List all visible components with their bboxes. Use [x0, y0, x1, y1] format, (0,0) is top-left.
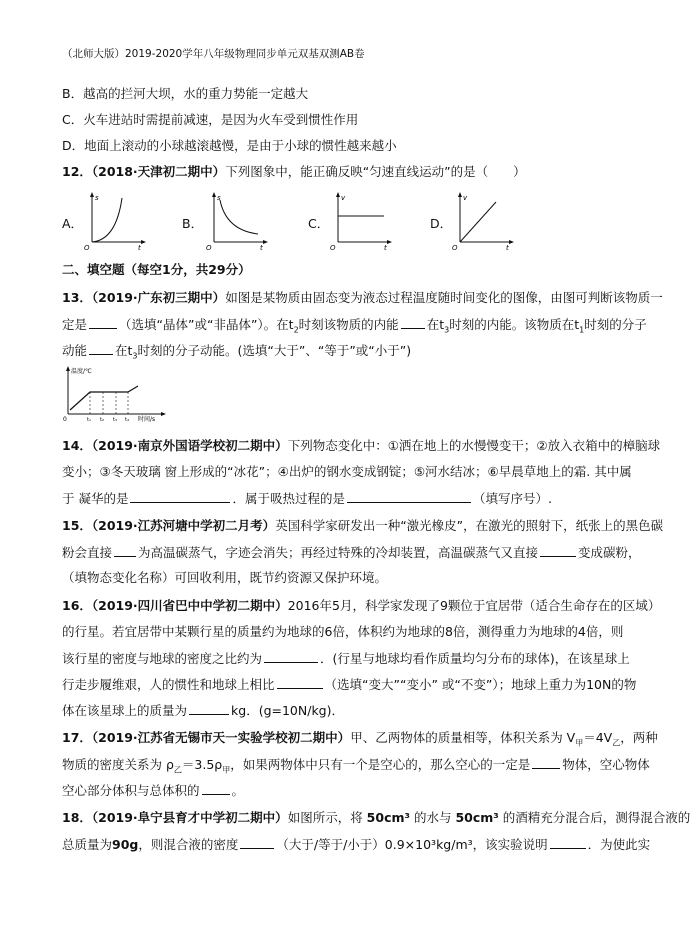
- q16-line5: [62, 702, 344, 719]
- q15-blank-1[interactable]: [114, 544, 136, 557]
- q16-blank-1[interactable]: [264, 650, 318, 663]
- q12-graph-b-ylabel: s: [217, 194, 221, 202]
- q17-text1c: ，两种: [620, 730, 658, 745]
- q16-blank-3[interactable]: [189, 702, 229, 715]
- q18-line1: [62, 810, 690, 826]
- q18-text1c: 的水与: [409, 810, 456, 825]
- q14-text3b: ．属于吸热过程的是: [232, 491, 345, 506]
- q17-text3b: 。: [231, 783, 245, 798]
- q17-text1b: ＝4V: [583, 730, 613, 745]
- q13-graph-tick-2: t₂: [100, 417, 104, 423]
- question-12: [62, 164, 526, 180]
- q12-graph-a-ylabel: s: [95, 194, 99, 202]
- q18-text2c: ，则混合液的密度: [138, 837, 239, 852]
- q13-text2d: 在t: [426, 317, 445, 332]
- q13-blank-2[interactable]: [401, 316, 425, 329]
- q15-text1: 英国科学家研发出一种“激光橡皮”，在激光的照射下，纸张上的黑色碳: [275, 518, 664, 533]
- q14-text3c: （填写序号）.: [473, 491, 552, 506]
- option-d: D．地面上滚动的小球越滚越慢，是由于小球的惯性越来越小: [62, 138, 397, 153]
- q13-text2c: 时刻该物质的内能: [298, 317, 399, 332]
- q13-sub-t2: 2: [293, 325, 299, 335]
- q12-option-c-label: C．: [308, 216, 330, 231]
- q13-graph-tick-1: t₁: [87, 417, 91, 423]
- q13-line1: [62, 290, 663, 306]
- q16-line1: [62, 598, 660, 614]
- q14-line2: 变小；③冬天玻璃 窗上形成的“冰花”；④出炉的钢水变成钢锭；⑤河水结冰；⑥早晨草地上的霜. 其中属: [62, 464, 632, 479]
- q13-graph-ylabel: 温度/℃: [71, 368, 92, 375]
- q12-graph-c: [328, 190, 394, 250]
- q13-text3c: 时刻的分子动能。(选填“大于”、“等于”或“小于”): [137, 343, 412, 358]
- q14-source: 14．（2019·南京外国语学校初二期中）: [62, 438, 288, 453]
- q13-graph-tick-3: t₃: [113, 417, 117, 423]
- q16-source: 16．（2019·四川省巴中中学初二期中）: [62, 598, 288, 613]
- q13-source: 13．（2019·广东初三期中）: [62, 290, 226, 305]
- option-c: C．火车进站时需提前减速，是因为火车受到惯性作用: [62, 112, 359, 127]
- q13-graph-tick-4: t₄: [125, 417, 129, 423]
- q13-sub-t3b: 3: [132, 351, 138, 361]
- q16-text4a: 行走步履维艰，人的惯性和地球上相比: [62, 677, 275, 692]
- q18-text2a: 总质量为: [62, 837, 113, 852]
- q17-text2a: 物质的密度关系为 ρ: [62, 757, 174, 772]
- q18-source: 18．（2019·阜宁县育才中学初二期中）: [62, 810, 288, 825]
- q16-text4b: （选填“变大”“变小” 或“不变”）；地球上重力为10N的物: [324, 677, 637, 692]
- q18-text2b: 90g: [112, 837, 139, 852]
- q15-text2c: 变成碳粉，: [578, 545, 641, 560]
- q12-graph-b: [204, 190, 270, 250]
- q18-blank-2[interactable]: [550, 836, 586, 849]
- q16-text5b: kg．(g=10N/kg)．: [231, 703, 344, 718]
- q16-line3: [62, 650, 630, 667]
- q12-option-b-label: B．: [182, 216, 204, 231]
- q14-text1: 下列物态变化中：①洒在地上的水慢慢变干；②放入衣箱中的樟脑球: [287, 438, 661, 453]
- q14-blank-2[interactable]: [347, 490, 471, 503]
- q13-text2a: 定是: [62, 317, 88, 332]
- q15-blank-2[interactable]: [540, 544, 576, 557]
- q16-text1: 2016年5月，科学家发现了9颗位于宜居带（适合生命存在的区域）: [287, 598, 661, 613]
- q14-line3: [62, 490, 552, 507]
- q12-option-d-label: D．: [430, 216, 453, 231]
- q15-text2b: 为高温碳蒸气，字迹会消失；再经过特殊的冷却装置，高温碳蒸气又直接: [138, 545, 539, 560]
- q12-graph-d-ylabel: v: [463, 194, 468, 202]
- q15-text2a: 粉会直接: [62, 545, 113, 560]
- q13-sub-t3: 3: [444, 325, 450, 335]
- q15-line2: [62, 544, 641, 561]
- q14-blank-1[interactable]: [130, 490, 230, 503]
- q14-line1: [62, 438, 660, 454]
- q17-text1a: 甲、乙两物体的质量相等，体积关系为 V: [350, 730, 576, 745]
- q12-source: 12．（2018·天津初二期中）: [62, 164, 226, 179]
- q13-graph-xlabel: 时间/s: [138, 416, 156, 423]
- q13-line3: [62, 342, 411, 365]
- q17-sub1: 甲: [575, 738, 584, 748]
- q18-text1b: 50cm³: [366, 810, 410, 825]
- q12-graph-c-ylabel: v: [341, 194, 346, 202]
- q12-text: 下列图象中，能正确反映“匀速直线运动”的是（ ）: [225, 164, 526, 179]
- q13-text1: 如图是某物质由固态变为液态过程温度随时间变化的图像，由图可判断该物质一: [225, 290, 663, 305]
- q13-text3a: 动能: [62, 343, 88, 358]
- q17-blank-2[interactable]: [202, 782, 230, 795]
- q16-line2: 的行星。若宜居带中某颗行星的质量约为地球的6倍，体积约为地球的8倍，测得重力为地球的4倍，则: [62, 624, 624, 639]
- q13-graph-origin: 0: [63, 416, 67, 423]
- q14-text3a: 于 凝华的是: [62, 491, 129, 506]
- q17-line1: [62, 730, 658, 752]
- q18-text2e: ．为使此实: [587, 837, 651, 852]
- q13-graph: [60, 364, 170, 422]
- q12-graph-b-xlabel: t: [260, 244, 263, 252]
- q13-text2e: 时刻的内能。该物质在t: [449, 317, 580, 332]
- q15-line3: （填物态变化名称）可回收利用，既节约资源又保护环境。: [62, 570, 388, 585]
- q17-sub4: 甲: [222, 765, 231, 775]
- q16-text3b: ．(行星与地球均看作质量均匀分布的球体)，在该星球上: [320, 651, 630, 666]
- q17-text3a: 空心部分体积与总体积的: [62, 783, 200, 798]
- q17-text2b: ＝3.5ρ: [181, 757, 223, 772]
- q18-text2d: （大于/等于/小于）0.9×10³kg/m³，该实验说明: [276, 837, 548, 852]
- q12-graph-d-xlabel: t: [506, 244, 509, 252]
- q18-blank-1[interactable]: [240, 836, 274, 849]
- q16-text5a: 体在该星球上的质量为: [62, 703, 188, 718]
- q17-sub3: 乙: [173, 765, 182, 775]
- q18-text1e: 的酒精充分混合后，测得混合液的: [498, 810, 690, 825]
- q12-graph-c-xlabel: t: [384, 244, 387, 252]
- q17-source: 17．（2019·江苏省无锡市天一实验学校初二期中）: [62, 730, 351, 745]
- q16-text3a: 该行星的密度与地球的密度之比约为: [62, 651, 263, 666]
- q17-text2c: ，如果两物体中只有一个是空心的，那么空心的一定是: [230, 757, 531, 772]
- q13-text2f: 时刻的分子: [584, 317, 647, 332]
- q17-line3: [62, 782, 244, 799]
- q17-text2d: 物体，空心物体: [562, 757, 650, 772]
- q12-graph-c-origin: O: [330, 244, 336, 252]
- q12-graph-a-xlabel: t: [138, 244, 141, 252]
- q18-text1d: 50cm³: [455, 810, 499, 825]
- q13-line2: [62, 316, 647, 339]
- q12-graph-d: [450, 190, 516, 250]
- q12-graph-a-origin: O: [84, 244, 90, 252]
- q15-line1: [62, 518, 663, 534]
- q13-blank-3[interactable]: [89, 342, 113, 355]
- q17-sub2: 乙: [612, 738, 621, 748]
- q12-graph-a: [82, 190, 148, 250]
- q18-line2: [62, 836, 650, 853]
- q16-blank-2[interactable]: [277, 676, 323, 689]
- q17-blank-1[interactable]: [532, 756, 560, 769]
- option-b: B．越高的拦河大坝，水的重力势能一定越大: [62, 86, 309, 101]
- q13-text3b: 在t: [115, 343, 133, 358]
- q13-blank-1[interactable]: [89, 316, 117, 329]
- q17-line2: [62, 756, 650, 779]
- page-header: （北师大版）2019-2020学年八年级物理同步单元双基双测AB卷: [62, 48, 365, 60]
- q15-source: 15．（2019·江苏河塘中学初二月考）: [62, 518, 276, 533]
- section-title: 二、填空题（每空1分，共29分）: [62, 262, 251, 277]
- q16-line4: [62, 676, 636, 693]
- q18-text1a: 如图所示，将: [287, 810, 367, 825]
- q13-text2b: （选填“晶体”或“非晶体”）。在t: [119, 317, 294, 332]
- q12-option-a-label: A．: [62, 216, 84, 231]
- q13-sub-t1: 1: [579, 325, 585, 335]
- q12-graph-b-origin: O: [206, 244, 212, 252]
- q12-graph-d-origin: O: [452, 244, 458, 252]
